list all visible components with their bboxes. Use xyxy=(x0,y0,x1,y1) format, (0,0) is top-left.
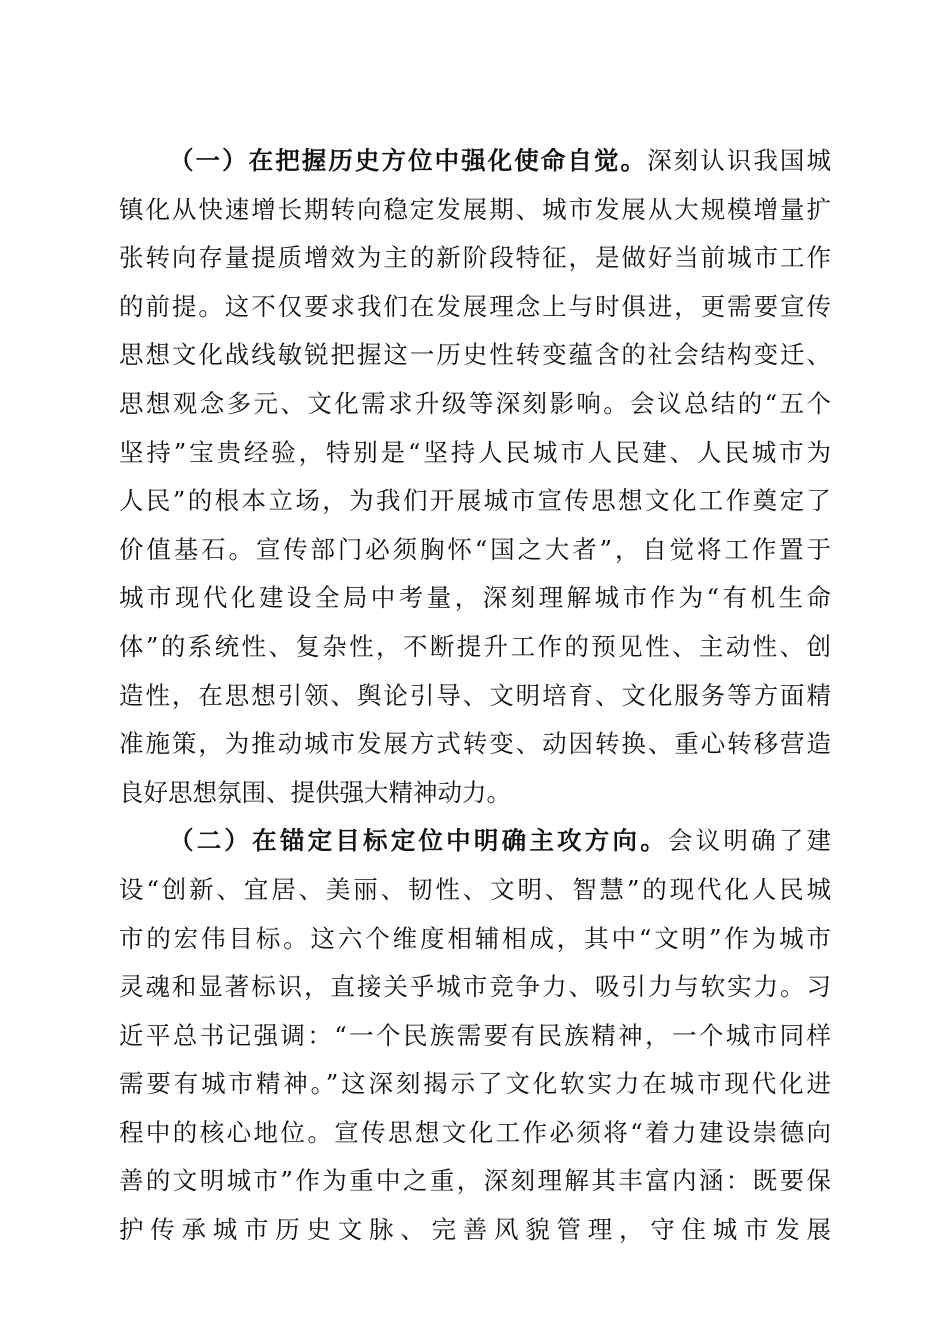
paragraph-2-line: 护传承城市历史文脉、完善风貌管理，守住城市发展 xyxy=(119,1215,831,1245)
paragraph-1-line: 坚持”宝贵经验，特别是“坚持人民城市人民建、人民城市为 xyxy=(119,437,831,467)
paragraph-1-line: 准施策，为推动城市发展方式转变、动因转换、重心转移营造 xyxy=(119,729,831,759)
paragraph-1-line: 价值基石。宣传部门必须胸怀“国之大者”，自觉将工作置于 xyxy=(119,534,831,564)
paragraph-1-line: 张转向存量提质增效为主的新阶段特征，是做好当前城市工作 xyxy=(119,243,831,273)
paragraph-1-line: 体”的系统性、复杂性，不断提升工作的预见性、主动性、创 xyxy=(119,631,831,661)
paragraph-1-line: 良好思想氛围、提供强大精神动力。 xyxy=(119,777,511,807)
paragraph-1-text: 深刻认识我国城 xyxy=(647,146,831,175)
paragraph-2-text: 会议明确了建 xyxy=(667,826,832,856)
paragraph-2-line: 需要有城市精神。”这深刻揭示了文化软实力在城市现代化进 xyxy=(119,1069,831,1099)
paragraph-1-line: 思想文化战线敏锐把握这一历史性转变蕴含的社会结构变迁、 xyxy=(119,340,831,370)
paragraph-1-line: 造性，在思想引领、舆论引导、文明培育、文化服务等方面精 xyxy=(119,680,831,710)
paragraph-1-line: 思想观念多元、文化需求升级等深刻影响。会议总结的“五个 xyxy=(119,388,831,418)
paragraph-2-line: 灵魂和显著标识，直接关乎城市竞争力、吸引力与软实力。习 xyxy=(119,972,831,1002)
document-body xyxy=(119,137,831,1255)
paragraph-2-line: 程中的核心地位。宣传思想文化工作必须将“着力建设崇德向 xyxy=(119,1117,831,1147)
paragraph-1-line: 镇化从快速增长期转向稳定发展期、城市发展从大规模增量扩 xyxy=(119,194,831,224)
paragraph-1-line: 城市现代化建设全局中考量，深刻理解城市作为“有机生命 xyxy=(119,583,831,613)
paragraph-1-line: 的前提。这不仅要求我们在发展理念上与时俱进，更需要宣传 xyxy=(119,291,831,321)
paragraph-1-line-1 xyxy=(119,137,831,186)
paragraph-1-heading: （一）在把握历史方位中强化使命自觉。 xyxy=(169,146,648,175)
paragraph-2-line: 近平总书记强调：“一个民族需要有民族精神，一个城市同样 xyxy=(119,1020,831,1050)
paragraph-2-line: 设“创新、宜居、美丽、韧性、文明、智慧”的现代化人民城 xyxy=(119,874,831,904)
paragraph-2-line: 善的文明城市”作为重中之重，深刻理解其丰富内涵：既要保 xyxy=(119,1166,831,1196)
paragraph-1-line: 人民”的根本立场，为我们开展城市宣传思想文化工作奠定了 xyxy=(119,486,831,516)
paragraph-2-heading: （二）在锚定目标定位中明确主攻方向。 xyxy=(169,826,668,856)
paragraph-2-line: 市的宏伟目标。这六个维度相辅相成，其中“文明”作为城市 xyxy=(119,923,831,953)
paragraph-2-line-1 xyxy=(119,817,831,866)
